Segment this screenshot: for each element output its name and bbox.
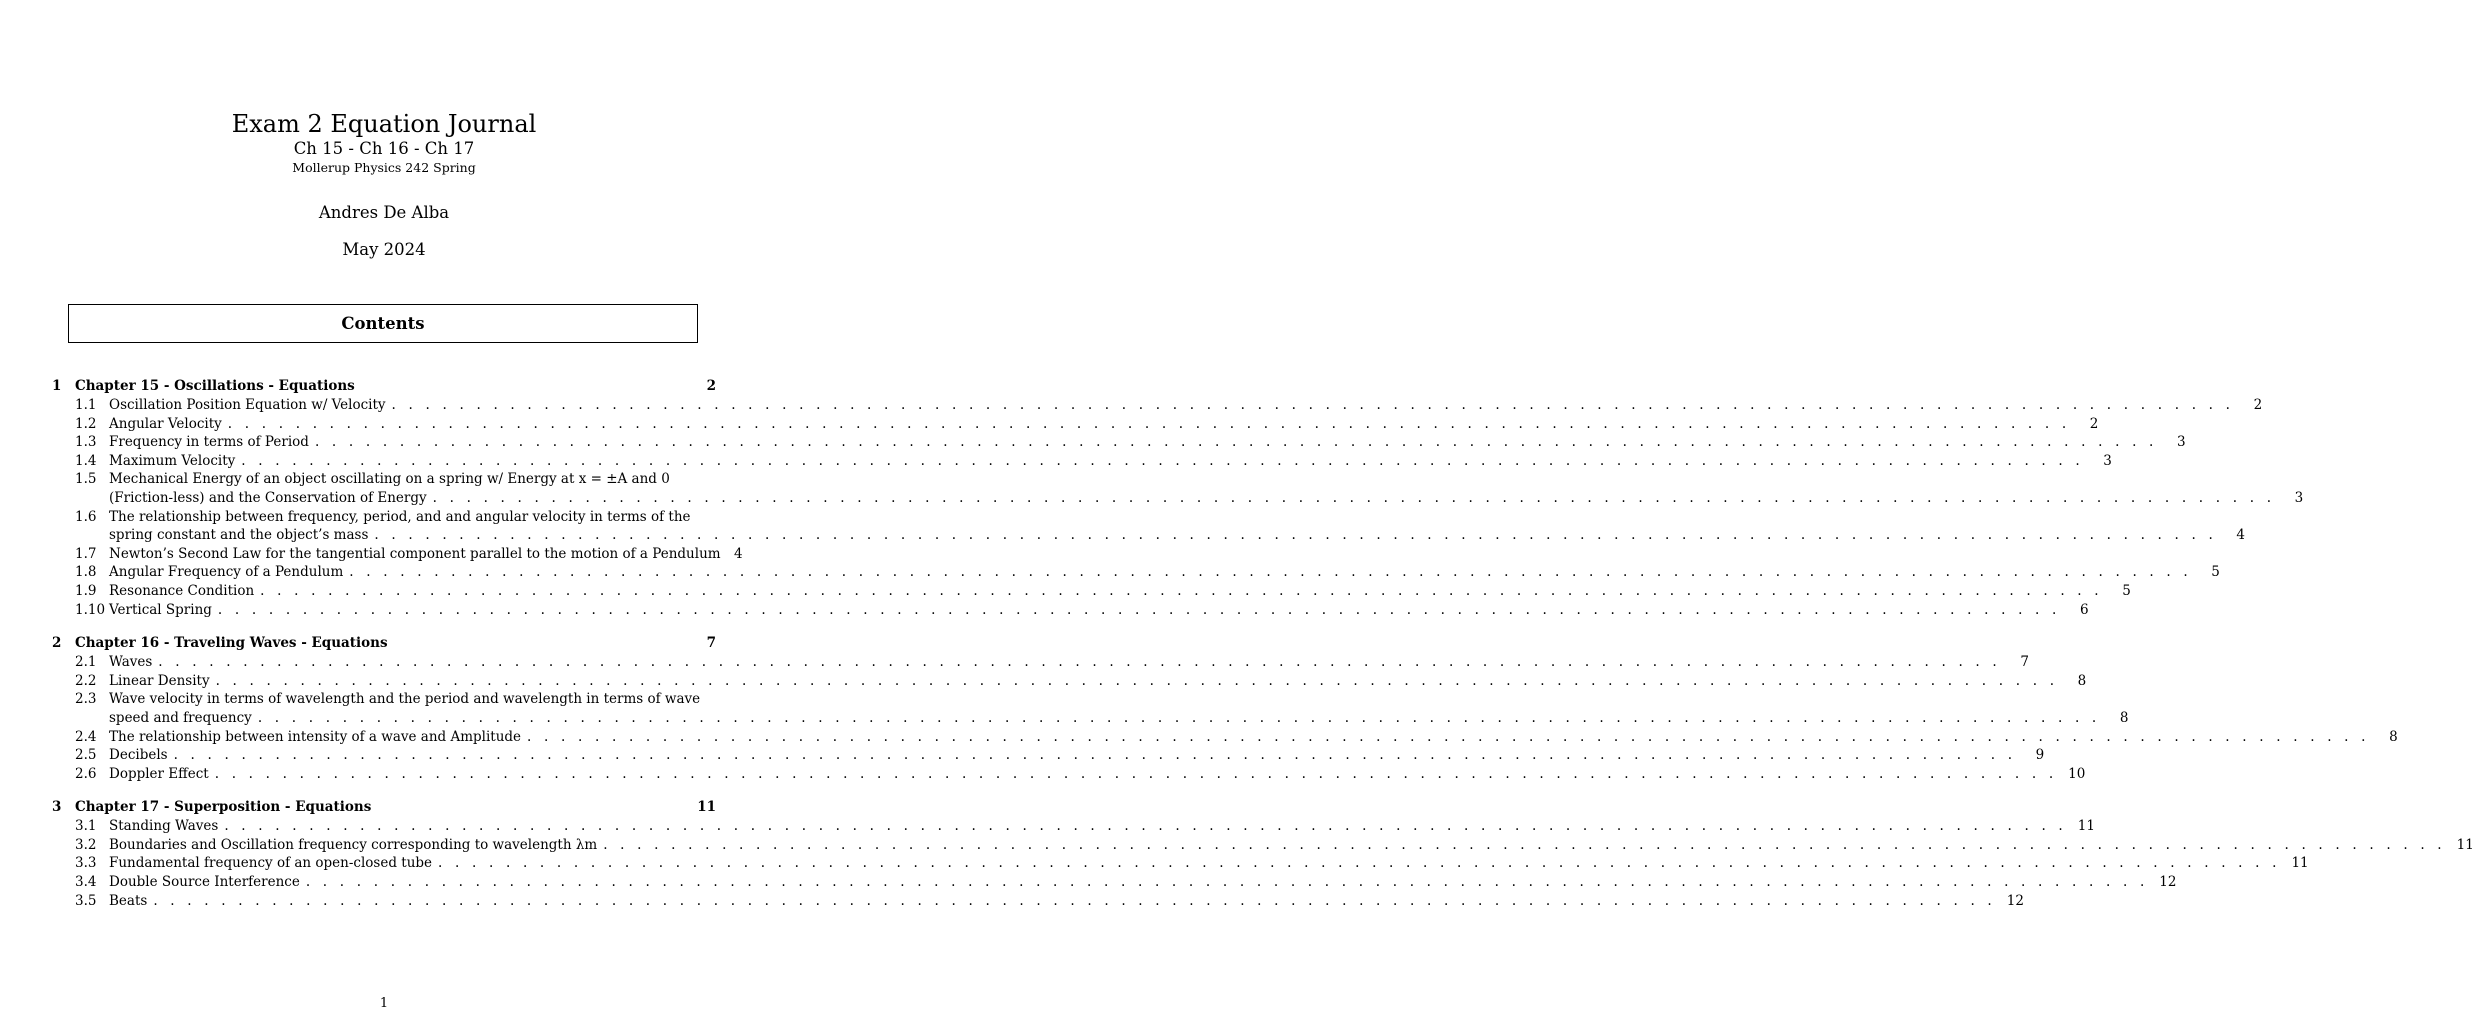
toc-leader-dots	[224, 817, 2067, 836]
toc-leader-dots	[216, 672, 2059, 691]
document-subtitle: Ch 15 - Ch 16 - Ch 17	[293, 139, 475, 158]
toc-entry[interactable]	[48, 545, 743, 564]
toc-section-title-line1: Mechanical Energy of an object oscillating on a spring w/ Energy at x = ±A and 0	[109, 471, 670, 488]
toc-entry[interactable]	[48, 563, 2220, 582]
toc-section-title: Linear Density	[109, 672, 210, 689]
toc-chapter-number: 3	[52, 799, 62, 816]
toc-section-title-line1: Wave velocity in terms of wavelength and the period and wavelength in terms of wave	[109, 691, 701, 708]
toc-section-title: Beats	[109, 892, 148, 909]
toc-section-title: The relationship between intensity of a wave and Amplitude	[109, 728, 522, 745]
toc-entry[interactable]	[48, 582, 2131, 601]
toc-chapter-number: 2	[52, 635, 62, 652]
toc-leader-dots	[392, 396, 2235, 415]
toc-entry[interactable]	[48, 396, 2263, 415]
toc-page-number: 12	[2006, 892, 2024, 909]
toc-entry[interactable]	[48, 601, 2089, 620]
toc-section-number: 3.5	[75, 892, 97, 909]
toc-section-number: 2.6	[75, 765, 97, 782]
toc-entry[interactable]	[48, 653, 2029, 672]
toc-section-number: 1.4	[75, 452, 97, 469]
toc-section-title: Vertical Spring	[109, 601, 212, 618]
toc-chapter-15[interactable]	[48, 376, 716, 396]
toc-section-title-line2: speed and frequency	[109, 709, 252, 726]
toc-page-number: 5	[2211, 564, 2220, 581]
toc-page-number: 10	[2068, 765, 2086, 782]
toc-page-number: 2	[2253, 397, 2263, 413]
toc-section-title: Angular Frequency of a Pendulum	[109, 564, 344, 581]
author-name: Andres De Alba	[318, 203, 450, 222]
toc-section-title: Double Source Interference	[109, 874, 300, 891]
toc-leader-dots	[218, 601, 2061, 620]
toc-section-title: Frequency in terms of Period	[109, 434, 309, 451]
toc-section-number: 2.4	[75, 728, 97, 745]
toc-section-number: 1.1	[75, 397, 97, 413]
toc-leader-dots	[158, 653, 2001, 672]
toc-section-number: 3.2	[75, 836, 97, 853]
toc-page-number: 3	[2294, 489, 2304, 506]
toc-entry[interactable]	[48, 892, 2024, 911]
toc-entry[interactable]	[48, 415, 2099, 434]
toc-chapter-number: 1	[52, 378, 62, 394]
toc-page-number: 4	[2236, 527, 2245, 544]
toc-section-number: 1.3	[75, 434, 97, 451]
toc-section-number: 1.9	[75, 582, 97, 599]
toc-section-number: 2.3	[75, 691, 97, 708]
toc-section-title: Boundaries and Oscillation frequency corresponding to wavelength λm	[109, 836, 598, 853]
toc-section-title: Angular Velocity	[109, 415, 222, 432]
toc-leader-dots	[153, 892, 1996, 911]
toc-section-number: 2.5	[75, 747, 97, 764]
toc-page-number: 7	[706, 635, 716, 652]
toc-section-title-line2: spring constant and the object’s mass	[109, 527, 369, 544]
toc-section-number: 1.6	[75, 508, 97, 525]
toc-section-title: Resonance Condition	[109, 582, 255, 599]
toc-page-number: 8	[2389, 728, 2398, 745]
toc-leader-dots	[374, 526, 2217, 545]
document-title: Exam 2 Equation Journal	[231, 110, 537, 138]
toc-entry[interactable]	[48, 817, 2095, 836]
toc-leader-dots	[315, 433, 2158, 452]
toc-section-number: 3.3	[75, 855, 97, 872]
toc-entry[interactable]	[48, 728, 2398, 747]
toc-leader-dots	[438, 854, 2281, 873]
toc-entry[interactable]	[48, 452, 2112, 471]
toc-section-title: Doppler Effect	[109, 765, 209, 782]
toc-leader-dots	[260, 582, 2103, 601]
toc-section-title-line1: The relationship between frequency, period, and and angular velocity in terms of the	[109, 508, 691, 525]
toc-leader-dots	[241, 452, 2084, 471]
toc-page-number: 11	[697, 799, 716, 816]
toc-leader-dots	[603, 836, 2446, 855]
toc-page-number: 2	[706, 378, 716, 394]
toc-entry[interactable]	[48, 690, 2129, 727]
page-number-footer: 1	[379, 996, 389, 1011]
toc-leader-dots	[306, 873, 2149, 892]
toc-chapter-title: Chapter 15 - Oscillations - Equations	[75, 378, 355, 394]
toc-section-number: 1.2	[75, 415, 97, 432]
toc-section-title: Fundamental frequency of an open-closed tube	[109, 855, 433, 872]
toc-section-title: Decibels	[109, 747, 168, 764]
toc-section-number: 1.5	[75, 471, 97, 488]
toc-section-number: 1.7	[75, 545, 97, 562]
toc-section-title-line2: (Friction-less) and the Conservation of Energy	[109, 489, 427, 506]
toc-section-number: 1.10	[75, 601, 106, 618]
toc-entry[interactable]	[48, 433, 2186, 452]
toc-page-number: 11	[2291, 855, 2309, 872]
toc-page-number: 4	[733, 545, 743, 562]
toc-page-number: 3	[2103, 452, 2112, 469]
toc-page-number: 8	[2077, 672, 2087, 689]
table-of-contents	[48, 376, 2474, 910]
toc-entry[interactable]	[48, 672, 2087, 691]
course-name: Mollerup Physics 242 Spring	[292, 160, 476, 175]
toc-section-number: 2.1	[75, 654, 97, 671]
toc-leader-dots	[215, 765, 2058, 784]
toc-chapter-17[interactable]	[48, 797, 716, 817]
document-date: May 2024	[342, 240, 426, 259]
toc-page-number: 9	[2035, 747, 2045, 764]
toc-section-title: Maximum Velocity	[109, 452, 236, 469]
toc-section-title: Newton’s Second Law for the tangential component parallel to the motion of a Pendulum	[109, 545, 721, 562]
toc-entry[interactable]	[48, 746, 2045, 765]
toc-chapter-title: Chapter 16 - Traveling Waves - Equations	[75, 635, 388, 652]
toc-page-number: 2	[2089, 415, 2099, 432]
contents-heading: Contents	[341, 314, 425, 333]
toc-section-number: 2.2	[75, 672, 97, 689]
toc-section-title: Standing Waves	[109, 818, 219, 835]
toc-section-title: Waves	[109, 654, 153, 671]
toc-page-number: 8	[2119, 709, 2129, 726]
toc-page-number: 6	[2079, 601, 2089, 618]
toc-section-number: 1.8	[75, 564, 97, 581]
toc-leader-dots	[433, 489, 2276, 508]
toc-leader-dots	[349, 563, 2192, 582]
toc-entry[interactable]	[48, 470, 2304, 507]
toc-chapter-title: Chapter 17 - Superposition - Equations	[75, 799, 372, 816]
toc-entry[interactable]	[48, 873, 2177, 892]
toc-page-number: 3	[2176, 434, 2186, 451]
toc-section-title: Oscillation Position Equation w/ Velocity	[109, 397, 386, 413]
toc-leader-dots	[174, 746, 2017, 765]
toc-entry[interactable]	[48, 836, 2474, 855]
toc-page-number: 7	[2020, 654, 2029, 671]
toc-leader-dots	[228, 415, 2071, 434]
toc-entry[interactable]	[48, 765, 2086, 784]
toc-page-number: 12	[2159, 874, 2177, 891]
toc-page-number: 11	[2456, 836, 2474, 853]
toc-chapter-16[interactable]	[48, 633, 716, 653]
toc-entry[interactable]	[48, 508, 2245, 545]
toc-leader-dots	[258, 709, 2101, 728]
toc-section-number: 3.4	[75, 874, 97, 891]
toc-leader-dots	[527, 728, 2370, 747]
toc-entry[interactable]	[48, 854, 2309, 873]
toc-section-number: 3.1	[75, 818, 97, 835]
toc-page-number: 11	[2077, 818, 2095, 835]
toc-page-number: 5	[2122, 582, 2131, 599]
contents-heading-box	[68, 304, 698, 343]
